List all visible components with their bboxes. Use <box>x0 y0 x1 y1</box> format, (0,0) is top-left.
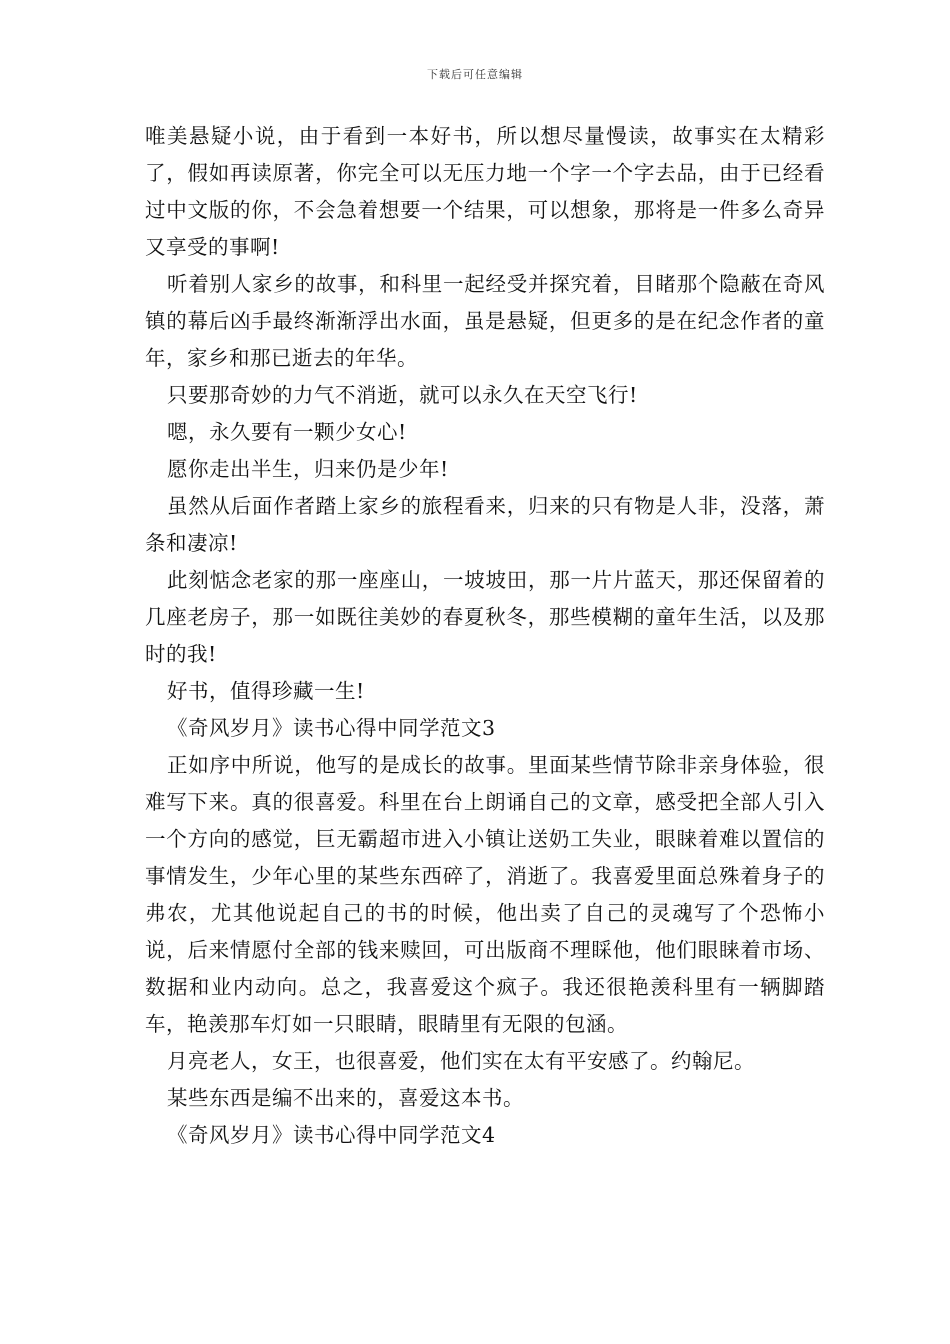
paragraph-9: 正如序中所说，他写的是成长的故事。里面某些情节除非亲身体验，很难写下来。真的很喜爱。科里在台上朗诵自己的文章，感受把全部人引入一个方向的感觉，巨无霸超市进入小镇让送奶工失业，眼睐着难以置信的事情发生，少年心里的某些东西碎了，消逝了。我喜爱里面总殊着身子的弗农，尤其他说起自己的书的时候，他出卖了自己的灵魂写了个恐怖小说，后来情愿付全部的钱来赎回，可出版商不理睬他，他们眼睐着市场、数据和业内动向。总之，我喜爱这个疯子。我还很艳羡科里有一辆脚踏车，艳羡那车灯如一只眼睛，眼睛里有无限的包涵。 <box>145 753 825 1036</box>
paragraph-3: 只要那奇妙的力气不消逝，就可以永久在天空飞行! <box>167 383 638 407</box>
paragraph-11: 某些东西是编不出来的，喜爱这本书。 <box>167 1086 524 1110</box>
page-header: 下载后可任意编辑 <box>427 68 523 81</box>
paragraph-10: 月亮老人，女王，也很喜爱，他们实在太有平安感了。约翰尼。 <box>167 1049 755 1073</box>
section-heading-4: 《奇风岁月》读书心得中同学范文4 <box>167 1123 496 1147</box>
section-heading-3: 《奇风岁月》读书心得中同学范文3 <box>167 716 496 740</box>
paragraph-6: 虽然从后面作者踏上家乡的旅程看来，归来的只有物是人非，没落，萧条和凄凉! <box>145 494 825 555</box>
paragraph-5: 愿你走出半生，归来仍是少年! <box>167 457 449 481</box>
paragraph-8: 好书，值得珍藏一生! <box>167 679 365 703</box>
paragraph-2: 听着别人家乡的故事，和科里一起经受并探究着，目睹那个隐蔽在奇风镇的幕后凶手最终渐渐浮出水面，虽是悬疑，但更多的是在纪念作者的童年，家乡和那已逝去的年华。 <box>145 272 825 370</box>
paragraph-4: 嗯，永久要有一颗少女心! <box>167 420 407 444</box>
document-body <box>145 118 825 1154</box>
paragraph-1: 唯美悬疑小说，由于看到一本好书，所以想尽量慢读，故事实在太精彩了，假如再读原著，你完全可以无压力地一个字一个字去品，由于已经看过中文版的你，不会急着想要一个结果，可以想象，那将是一件多么奇异又享受的事啊! <box>145 124 825 259</box>
paragraph-7: 此刻惦念老家的那一座座山，一坡坡田，那一片片蓝天，那还保留着的几座老房子，那一如既往美妙的春夏秋冬，那些模糊的童年生活，以及那时的我! <box>145 568 825 666</box>
